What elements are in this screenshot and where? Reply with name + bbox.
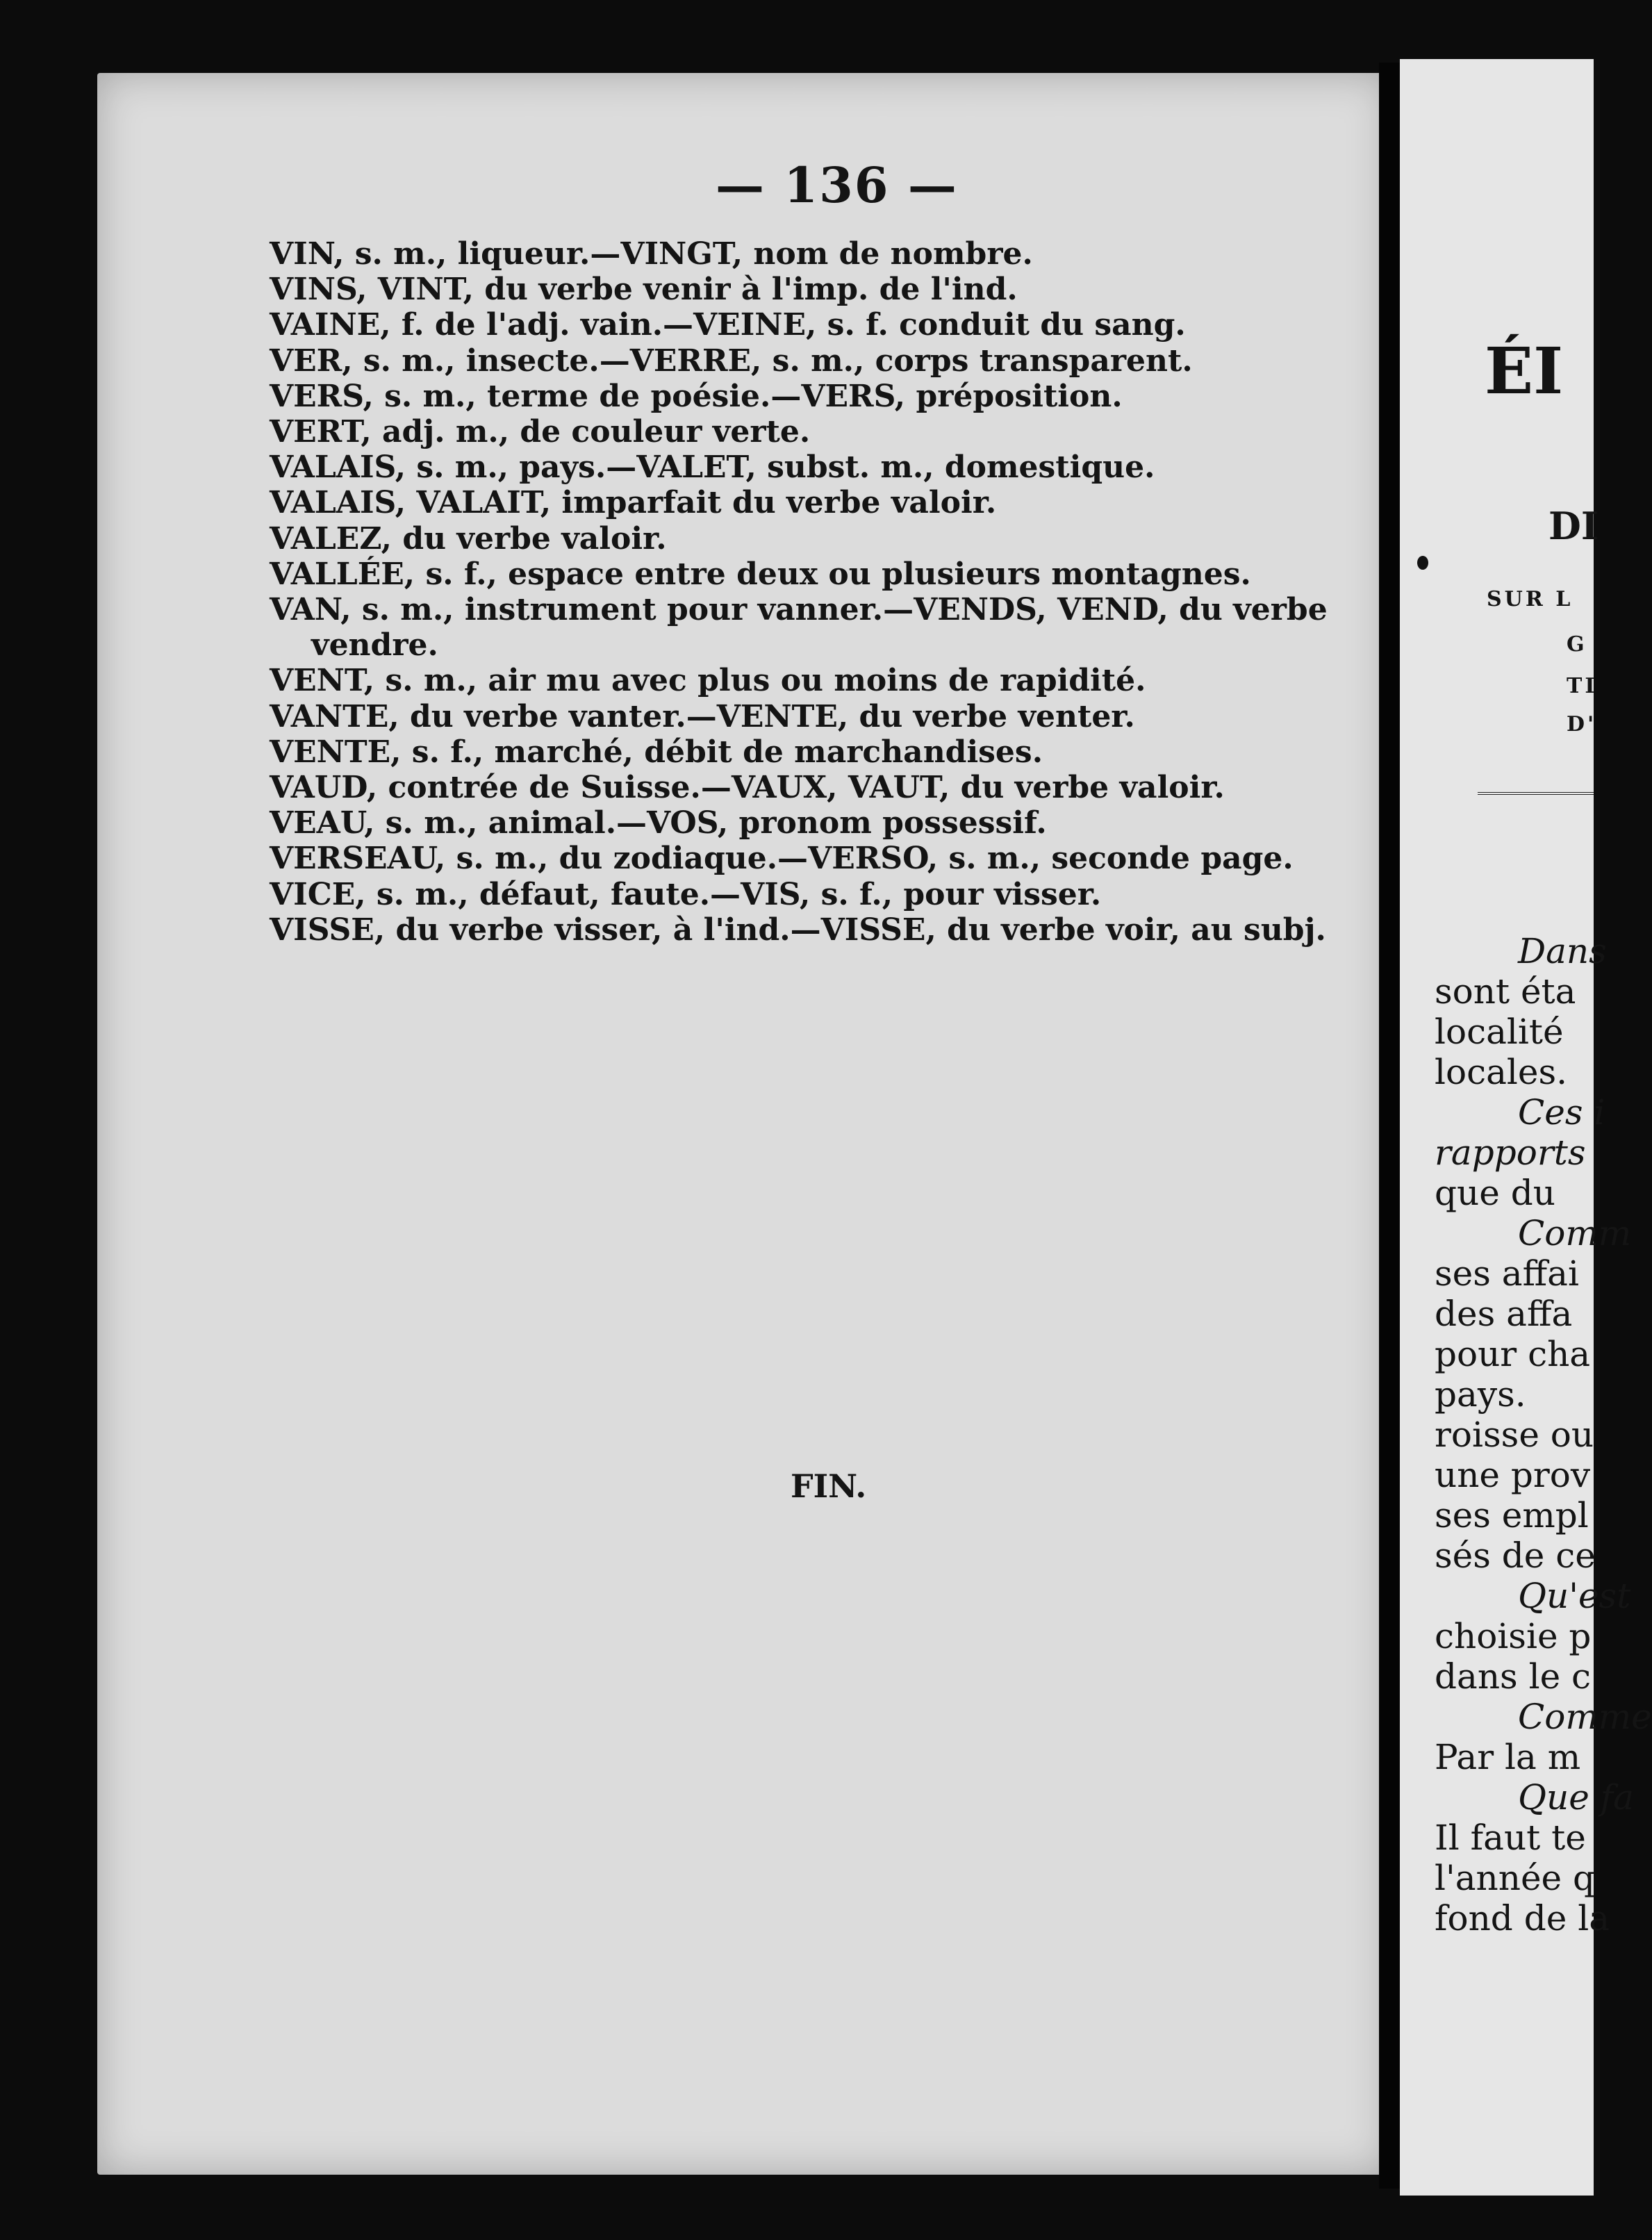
body-line: Par la m <box>1435 1737 1581 1777</box>
right-page-body <box>1435 931 1652 1938</box>
body-line: Ces i <box>1518 1092 1605 1133</box>
body-line: sés de ce <box>1435 1535 1596 1576</box>
body-line: Qu'est <box>1518 1576 1631 1616</box>
ink-dot <box>1417 556 1428 570</box>
body-line: que du <box>1435 1173 1555 1213</box>
body-line: sont éta <box>1435 971 1576 1012</box>
body-line: ses affai <box>1435 1253 1579 1294</box>
body-line: locales. <box>1435 1052 1568 1092</box>
entry-line: VERSEAU, s. m., du zodiaque.—VERSO, s. m., seconde page. <box>270 841 1294 877</box>
entry-continuation: vendre. <box>311 627 438 664</box>
body-line: localité <box>1435 1012 1564 1052</box>
body-line: Il faut te <box>1435 1818 1586 1858</box>
entry-line: VANTE, du verbe vanter.—VENTE, du verbe venter. <box>270 698 1135 734</box>
body-line: fond de la <box>1435 1898 1610 1938</box>
dictionary-entries <box>270 236 1374 948</box>
right-page-caption-line: D' <box>1567 712 1597 736</box>
body-line: pour cha <box>1435 1334 1591 1374</box>
body-line: Comm <box>1518 1213 1632 1253</box>
entry-line: VENTE, s. f., marché, débit de marchandises. <box>270 734 1043 770</box>
right-page <box>1400 59 1652 2196</box>
right-page-subtitle: DI <box>1548 504 1599 548</box>
entry-line: VALLÉE, s. f., espace entre deux ou plusieurs montagnes. <box>270 556 1251 592</box>
entry-line: VERS, s. m., terme de poésie.—VERS, préposition. <box>270 378 1123 414</box>
body-line: Dans <box>1518 931 1607 971</box>
right-page-title: ÉI <box>1485 333 1564 409</box>
body-line: dans le c <box>1435 1656 1592 1697</box>
entry-line: VER, s. m., insecte.—VERRE, s. m., corps transparent. <box>270 343 1193 379</box>
body-line: une prov <box>1435 1455 1591 1495</box>
body-line: ses empl <box>1435 1495 1589 1535</box>
right-page-caption-line: G <box>1567 632 1587 657</box>
end-marker: FIN. <box>791 1467 867 1505</box>
entry-line: VALEZ, du verbe valoir. <box>270 520 667 557</box>
entry-line: VEAU, s. m., animal.—VOS, pronom possessif. <box>270 805 1047 841</box>
entry-line: VAUD, contrée de Suisse.—VAUX, VAUT, du verbe valoir. <box>270 770 1225 806</box>
body-line: roisse ou <box>1435 1415 1594 1455</box>
body-line: Comme <box>1518 1697 1652 1737</box>
entry-line: VAN, s. m., instrument pour vanner.—VENDS, VEND, du verbe <box>270 592 1328 628</box>
body-line: pays. <box>1435 1374 1526 1415</box>
body-line: choisie p <box>1435 1616 1592 1656</box>
double-rule <box>1478 792 1594 795</box>
page-number: — 136 — <box>716 156 958 214</box>
entry-line: VERT, adj. m., de couleur verte. <box>270 414 811 450</box>
entry-line: VALAIS, s. m., pays.—VALET, subst. m., domestique. <box>270 450 1155 486</box>
entry-line: VAINE, f. de l'adj. vain.—VEINE, s. f. conduit du sang. <box>270 307 1186 343</box>
entry-line: VENT, s. m., air mu avec plus ou moins de rapidité. <box>270 663 1146 699</box>
body-line: des affa <box>1435 1294 1573 1334</box>
entry-line: VICE, s. m., défaut, faute.—VIS, s. f., pour visser. <box>270 876 1102 912</box>
body-line: l'année q <box>1435 1858 1596 1898</box>
entry-line: VISSE, du verbe visser, à l'ind.—VISSE, du verbe voir, au subj. <box>270 912 1326 948</box>
body-line: Que fa <box>1518 1777 1634 1818</box>
body-line: rapports <box>1435 1133 1586 1173</box>
entry-line: VIN, s. m., liqueur.—VINGT, nom de nombre. <box>270 236 1033 272</box>
right-page-caption-line: SUR L <box>1487 587 1573 611</box>
right-page-caption-line: TI <box>1567 674 1598 698</box>
entry-line: VALAIS, VALAIT, imparfait du verbe valoir. <box>270 485 997 521</box>
entry-line: VINS, VINT, du verbe venir à l'imp. de l'ind. <box>270 272 1018 308</box>
